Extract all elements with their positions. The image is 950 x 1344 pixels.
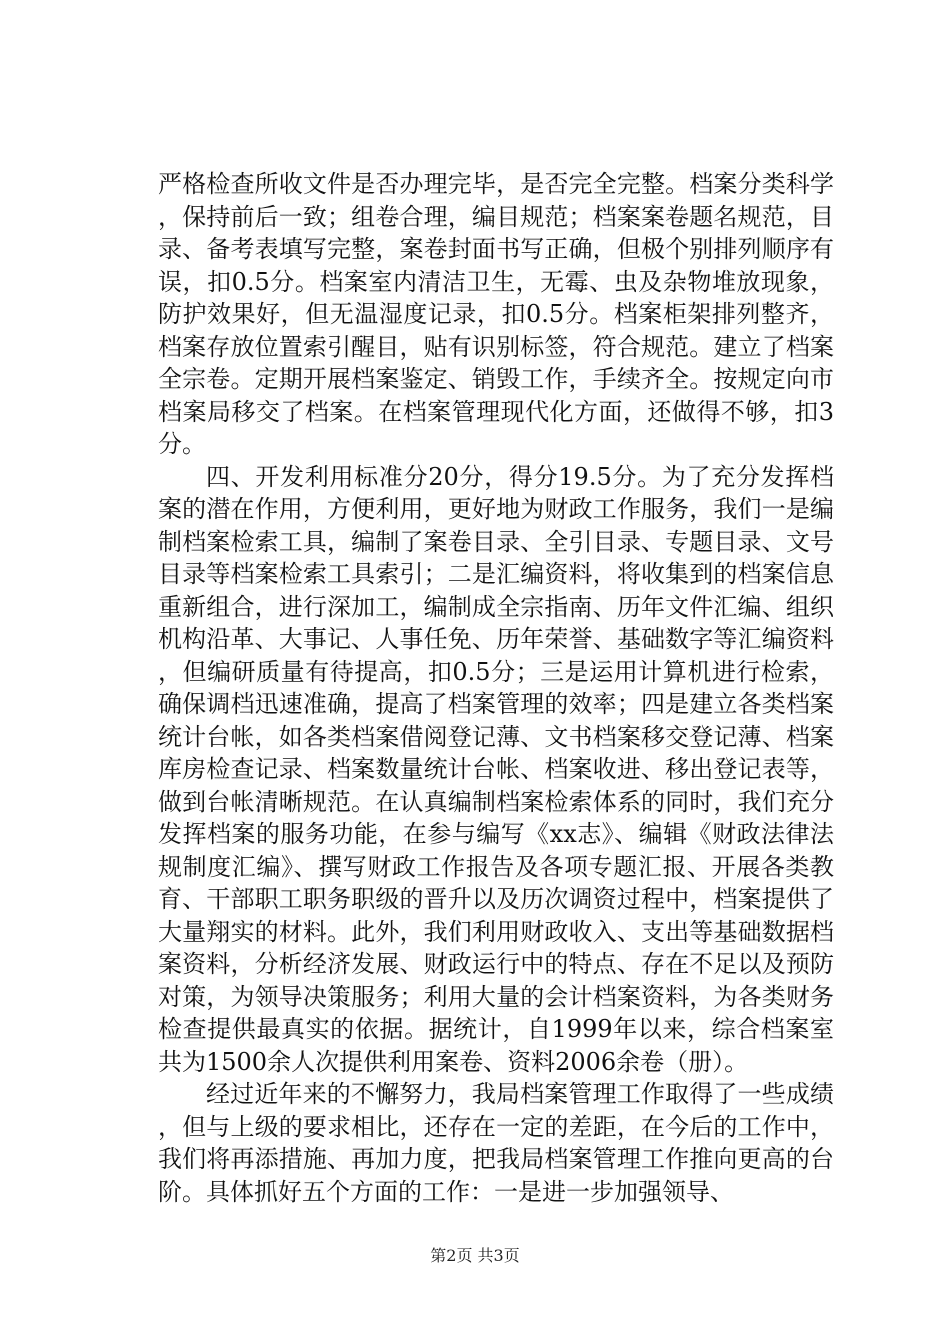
page-footer: 第2页 共3页 <box>430 1246 520 1265</box>
paragraph-conclusion: 经过近年来的不懈努力，我局档案管理工作取得了一些成绩，但与上级的要求相比，还存在一定的差距，在今后的工作中，我们将再添措施、再加力度，把我局档案管理工作推向更高的台阶。具体抓好五个方面的工作：一是进一步加强领导、 <box>158 1080 834 1206</box>
document-body <box>158 168 834 1208</box>
paragraph-continued: 严格检查所收文件是否办理完毕，是否完全完整。档案分类科学，保持前后一致；组卷合理，编目规范；档案案卷题名规范，目录、备考表填写完整，案卷封面书写正确，但极个别排列顺序有误，扣0.5分。档案室内清洁卫生，无霉、虫及杂物堆放现象，防护效果好，但无温湿度记录，扣0.5分。档案柜架排列整齐，档案存放位置索引醒目，贴有识别标签，符合规范。建立了档案全宗卷。定期开展档案鉴定、销毁工作，手续齐全。按规定向市档案局移交了档案。在档案管理现代化方面，还做得不够，扣3分。 <box>158 170 834 458</box>
paragraph-section-four: 四、开发利用标准分20分，得分19.5分。为了充分发挥档案的潜在作用，方便利用，更好地为财政工作服务，我们一是编制档案检索工具，编制了案卷目录、全引目录、专题目录、文号目录等档案检索工具索引；二是汇编资料，将收集到的档案信息重新组合，进行深加工，编制成全宗指南、历年文件汇编、组织机构沿革、大事记、人事任免、历年荣誉、基础数字等汇编资料，但编研质量有待提高，扣0.5分；三是运用计算机进行检索，确保调档迅速准确，提高了档案管理的效率；四是建立各类档案统计台帐，如各类档案借阅登记薄、文书档案移交登记薄、档案库房检查记录、档案数量统计台帐、档案收进、移出登记表等，做到台帐清晰规范。在认真编制档案检索体系的同时，我们充分发挥档案的服务功能，在参与编写《xx志》、编辑《财政法律法规制度汇编》、撰写财政工作报告及各项专题汇报、开展各类教育、干部职工职务职级的晋升以及历次调资过程中，档案提供了大量翔实的材料。此外，我们利用财政收入、支出等基础数据档案资料，分析经济发展、财政运行中的特点、存在不足以及预防对策，为领导决策服务；利用大量的会计档案资料，为各类财务检查提供最真实的依据。据统计，自1999年以来，综合档案室共为1500余人次提供利用案卷、资料2006余卷（册）。 <box>158 462 834 1076</box>
